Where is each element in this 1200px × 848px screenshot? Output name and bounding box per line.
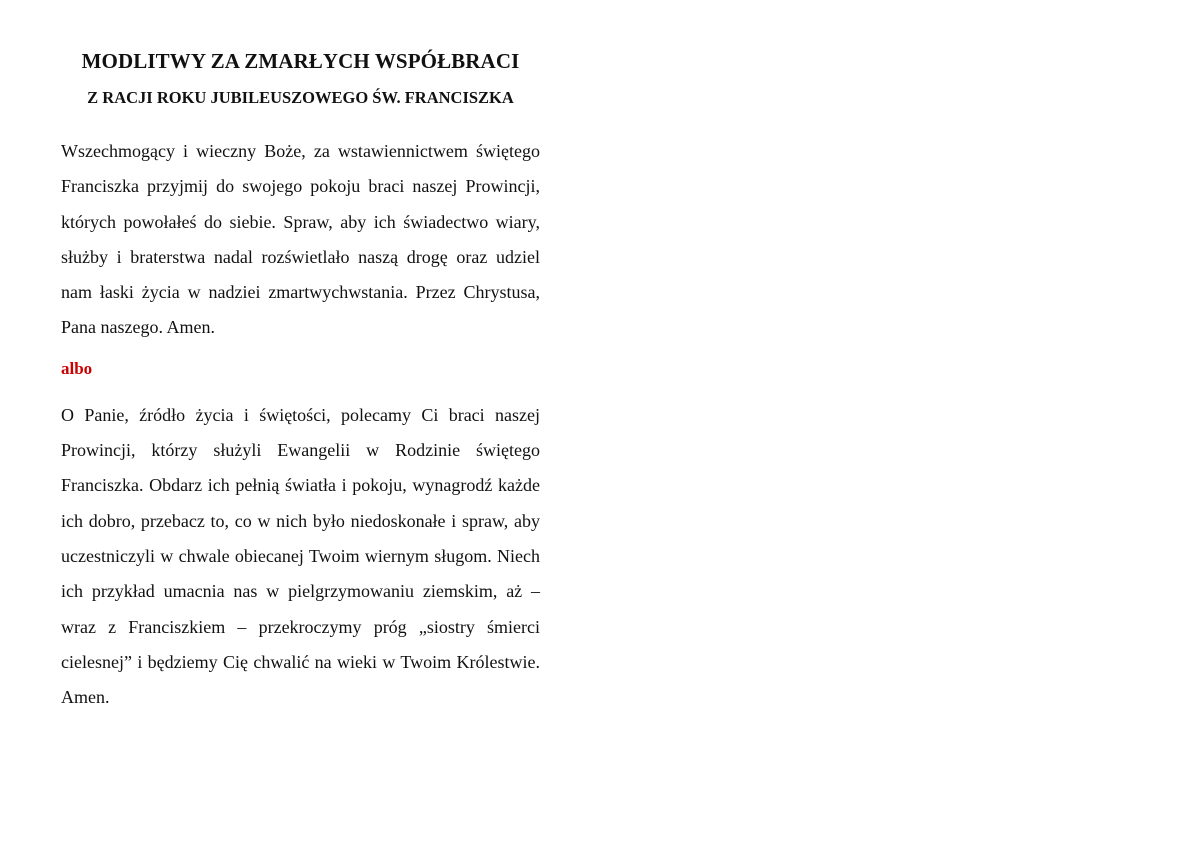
document-subtitle: Z RACJI ROKU JUBILEUSZOWEGO ŚW. FRANCISZKA <box>87 88 514 107</box>
document-title: MODLITWY ZA ZMARŁYCH WSPÓŁBRACI <box>81 49 520 73</box>
prayer-paragraph-1: Wszechmogący i wieczny Boże, za wstawiennictwem świętego Franciszka przyjmij do swojego pokoju braci naszej Prowincji, których powołałeś do siebie. Spraw, aby ich świadectwo wiary, służby i braterstwa nadal rozświetlało naszą drogę oraz udziel nam łaski życia w nadziei zmartwychwstania. Przez Chrystusa, Pana naszego. Amen. <box>61 141 540 338</box>
prayer-paragraph-2: O Panie, źródło życia i świętości, polecamy Ci braci naszej Prowincji, którzy służyli Ewangelii w Rodzinie świętego Franciszka. Obdarz ich pełnią światła i pokoju, wynagrodź każde ich dobro, przebacz to, co w nich było niedoskonałe i spraw, aby uczestniczyli w chwale obiecanej Twoim wiernym sługom. Niech ich przykład umacnia nas w pielgrzymowaniu ziemskim, aż – wraz z Franciszkiem – przekroczymy próg „siostry śmierci cielesnej” i będziemy Cię chwalić na wieki w Twoim Królestwie. Amen. <box>61 404 540 708</box>
alternative-separator: albo <box>61 358 93 378</box>
document-page <box>61 44 540 715</box>
